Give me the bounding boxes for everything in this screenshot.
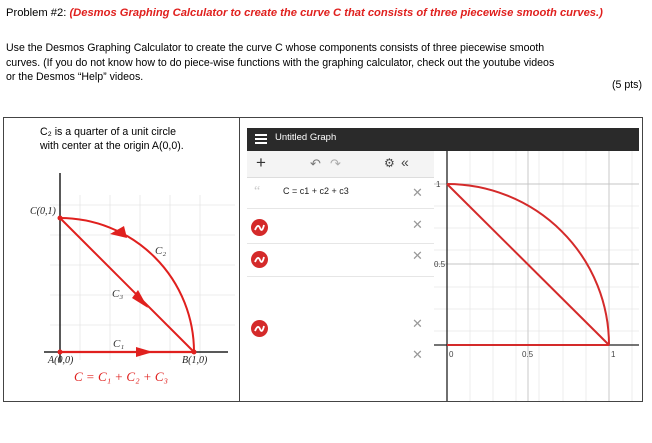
- gear-icon[interactable]: ⚙: [384, 156, 395, 170]
- quote-icon: “: [254, 184, 261, 199]
- label-c1: C₁: [113, 338, 125, 350]
- instructions-line-2: curves. (If you do not know how to do piece-wise functions with the graphing calculator, check out the youtube videos: [6, 56, 555, 69]
- instructions-line-3: or the Desmos “Help” videos.: [6, 71, 144, 83]
- x-tick-1: 1: [611, 350, 616, 359]
- y-tick-1: 1: [436, 180, 441, 189]
- expression-text[interactable]: C = c1 + c2 + c3: [283, 186, 349, 196]
- x-tick-05: 0.5: [522, 350, 534, 359]
- label-c2: C₂: [155, 245, 167, 257]
- delete-icon[interactable]: ✕: [412, 248, 423, 263]
- label-c3: C₃: [112, 288, 124, 300]
- problem-title: (Desmos Graphing Calculator to create the curve C that consists of three piecewise smooth curves.): [69, 7, 603, 19]
- delete-icon[interactable]: ✕: [412, 316, 423, 331]
- delete-icon[interactable]: ✕: [412, 217, 423, 232]
- graph-title[interactable]: Untitled Graph: [275, 132, 337, 143]
- x-tick-0: 0: [449, 350, 454, 359]
- delete-icon[interactable]: ✕: [412, 347, 423, 362]
- label-c01: C(0,1): [30, 206, 56, 217]
- label-a00: A(0,0): [48, 355, 74, 366]
- problem-number: Problem #2:: [6, 7, 67, 19]
- equation: C = C₁ + C₂ + C₃: [74, 369, 169, 384]
- undo-icon[interactable]: ↶: [310, 156, 321, 171]
- delete-icon[interactable]: ✕: [412, 185, 423, 200]
- collapse-icon[interactable]: «: [401, 154, 409, 170]
- redo-icon[interactable]: ↷: [330, 156, 341, 171]
- points-label: (5 pts): [611, 79, 642, 91]
- add-icon[interactable]: +: [256, 153, 266, 172]
- description-line-2: with center at the origin A(0,0).: [40, 140, 184, 152]
- description-line-1: C₂ is a quarter of a unit circle: [40, 126, 177, 138]
- instructions-line-1: Use the Desmos Graphing Calculator to create the curve C whose components consists of three piecewise smooth: [6, 42, 545, 54]
- y-tick-05: 0.5: [434, 260, 446, 269]
- label-b10: B(1,0): [182, 355, 208, 366]
